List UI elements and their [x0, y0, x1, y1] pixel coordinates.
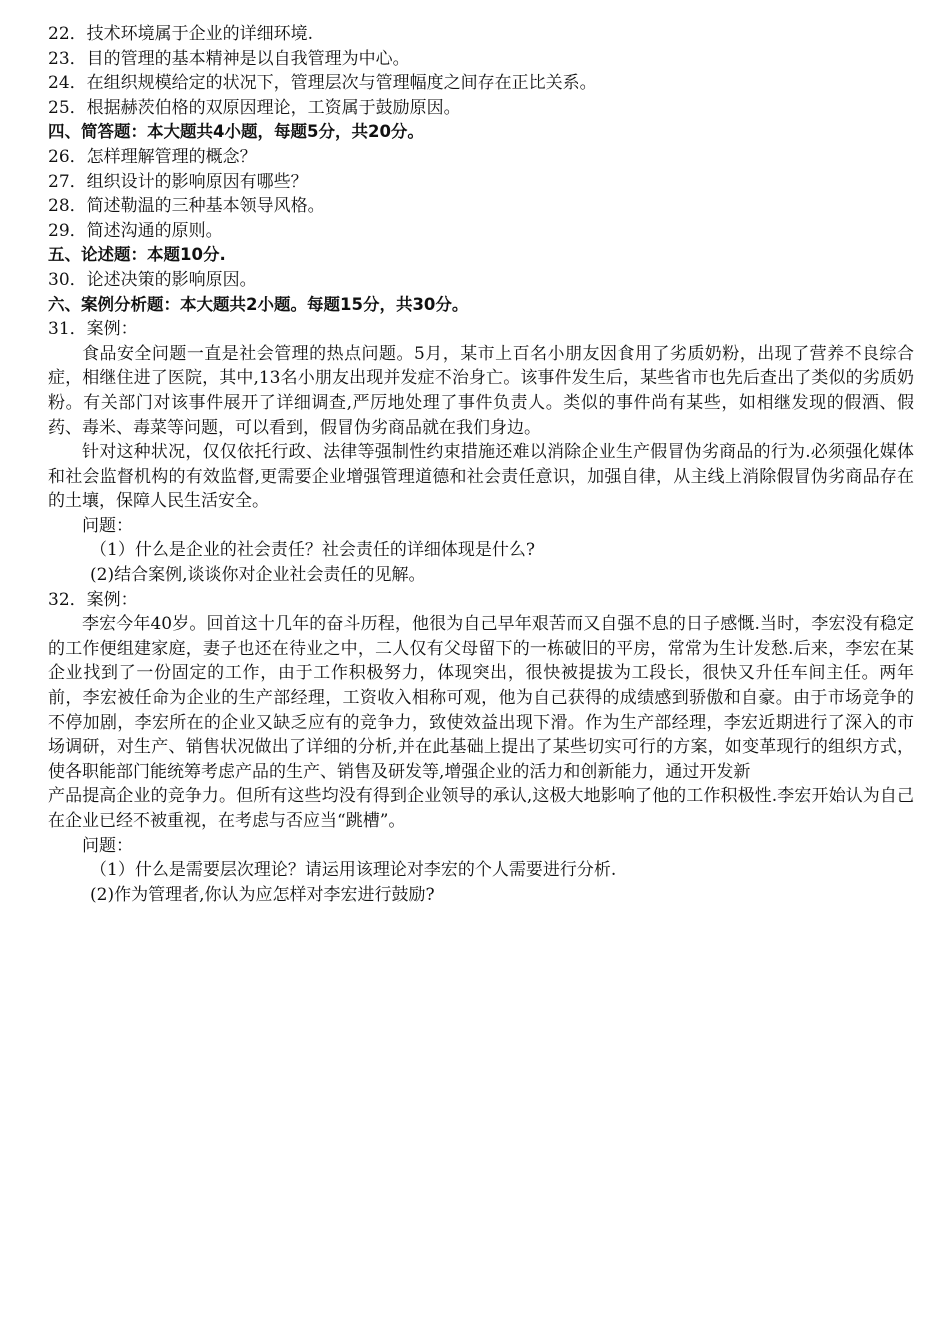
- case-31-paragraph-1: 食品安全问题一直是社会管理的热点问题。5月，某市上百名小朋友因食用了劣质奶粉，出现了营养不良综合症，相继住进了医院，其中,13名小朋友出现并发症不治身亡。该事件发生后，某些省市也先后查出了类似的劣质奶粉。有关部门对该事件展开了详细调查,严厉地处理了事件负责人。类似的事件尚有某些，如相继发现的假酒、假药、毒米、毒菜等问题，可以看到，假冒伪劣商品就在我们身边。: [48, 343, 914, 438]
- case-31-question-label: 问题：: [82, 515, 133, 536]
- item-26: 26．怎样理解管理的概念？: [48, 146, 257, 167]
- item-28: 28．简述勒温的三种基本领导风格。: [48, 196, 325, 217]
- item-23: 23．目的管理的基本精神是以自我管理为中心。: [48, 48, 410, 69]
- item-24: 24．在组织规模给定的状况下，管理层次与管理幅度之间存在正比关系。: [48, 73, 597, 94]
- case-32-question-2: (2)作为管理者,你认为应怎样对李宏进行鼓励?: [90, 884, 435, 905]
- document-page: [48, 22, 914, 907]
- case-32-question-label: 问题：: [82, 835, 133, 856]
- section-5-heading: 五、论述题：本题10分.: [48, 245, 226, 265]
- item-31-label: 31．案例：: [48, 319, 138, 340]
- section-4-heading: 四、简答题：本大题共4小题，每题5分，共20分。: [48, 122, 424, 142]
- item-32-label: 32．案例：: [48, 589, 138, 610]
- case-31-question-2: (2)结合案例,谈谈你对企业社会责任的见解。: [90, 565, 426, 586]
- case-31-question-1: （1）什么是企业的社会责任？社会责任的详细体现是什么?: [90, 540, 535, 561]
- case-32-paragraph-1: 李宏今年40岁。回首这十几年的奋斗历程，他很为自己早年艰苦而又自强不息的日子感慨.当时，李宏没有稳定的工作便组建家庭，妻子也还在待业之中，二人仅有父母留下的一栋破旧的平房，常常为生计发愁.后来，李宏在某企业找到了一份固定的工作，由于工作积极努力，体现突出，很快被提拔为工段长，很快又升任车间主任。两年前，李宏被任命为企业的生产部经理，工资收入相称可观，他为自己获得的成绩感到骄傲和自豪。由于市场竞争的不停加剧，李宏所在的企业又缺乏应有的竞争力，致使效益出现下滑。作为生产部经理，李宏近期进行了深入的市场调研，对生产、销售状况做出了详细的分析,并在此基础上提出了某些切实可行的方案，如变革现行的组织方式，使各职能部门能统筹考虑产品的生产、销售及研发等,增强企业的活力和创新能力，通过开发新: [48, 614, 914, 782]
- case-32-question-1: （1）什么是需要层次理论？请运用该理论对李宏的个人需要进行分析.: [90, 860, 617, 881]
- section-6-heading: 六、案例分析题：本大题共2小题。每题15分，共30分。: [48, 294, 469, 314]
- item-22: 22．技术环境属于企业的详细环境.: [48, 24, 314, 44]
- case-32-paragraph-2: 产品提高企业的竞争力。但所有这些均没有得到企业领导的承认,这极大地影响了他的工作积极性.李宏开始认为自己在企业已经不被重视，在考虑与否应当“跳槽”。: [48, 786, 914, 831]
- item-30: 30．论述决策的影响原因。: [48, 269, 257, 290]
- item-27: 27．组织设计的影响原因有哪些？: [48, 171, 308, 192]
- item-25: 25．根据赫茨伯格的双原因理论，工资属于鼓励原因。: [48, 97, 461, 118]
- item-29: 29．简述沟通的原则。: [48, 220, 223, 241]
- case-31-paragraph-2: 针对这种状况，仅仅依托行政、法律等强制性约束措施还难以消除企业生产假冒伪劣商品的行为.必须强化媒体和社会监督机构的有效监督,更需要企业增强管理道德和社会责任意识，加强自律，从主线上消除假冒伪劣商品存在的土壤，保障人民生活安全。: [48, 442, 914, 512]
